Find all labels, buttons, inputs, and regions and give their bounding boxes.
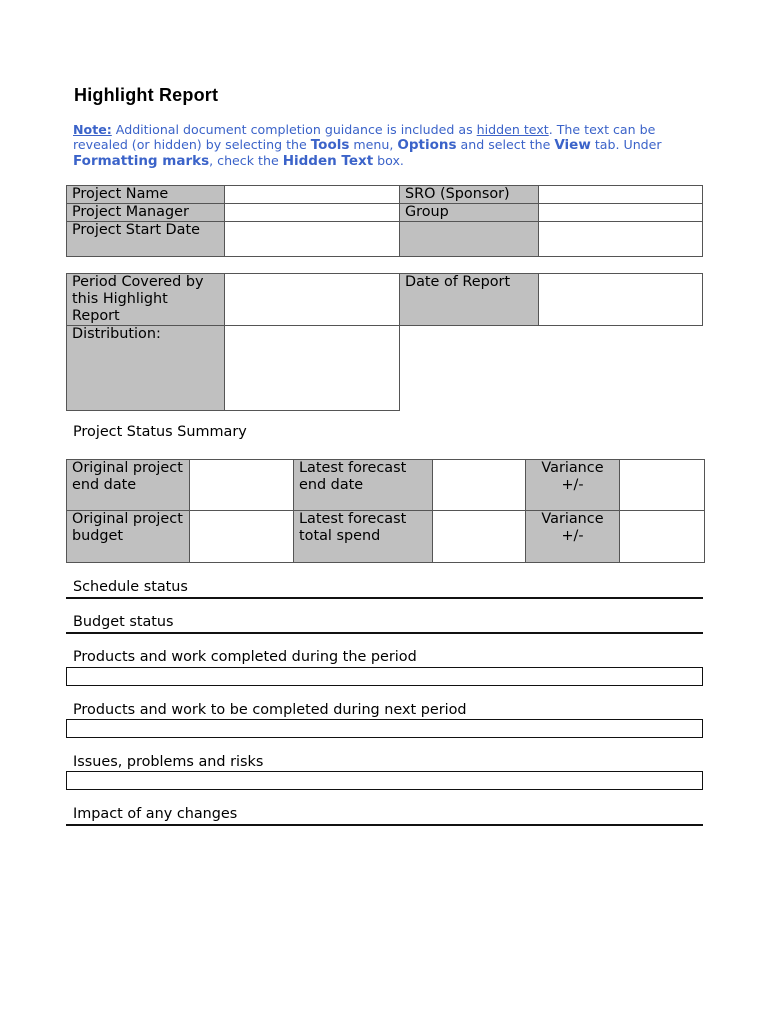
note-text: tab. Under [590, 137, 662, 153]
project-name-label: Project Name [67, 186, 225, 204]
empty-field[interactable] [539, 222, 703, 257]
impact-changes-rule [66, 824, 703, 826]
orig-budget-label: Original project budget [67, 511, 190, 563]
orig-budget-field[interactable] [190, 511, 294, 563]
note-text: , check the [209, 153, 283, 169]
view-tab-ref: View [554, 137, 591, 154]
issues-risks-heading: Issues, problems and risks [73, 754, 264, 770]
sro-label: SRO (Sponsor) [400, 186, 539, 204]
group-field[interactable] [539, 204, 703, 222]
completed-work-field[interactable] [66, 667, 703, 686]
period-table [66, 273, 703, 411]
distribution-label: Distribution: [67, 326, 225, 411]
start-date-label: Project Start Date [67, 222, 225, 257]
status-summary-heading: Project Status Summary [73, 424, 247, 440]
variance-date-label: Variance +/- [526, 460, 620, 511]
next-period-field[interactable] [66, 719, 703, 738]
project-name-field[interactable] [225, 186, 400, 204]
note-text: . The text can be revealed (or hidden) by selecting the [73, 122, 656, 153]
schedule-status-heading: Schedule status [73, 579, 188, 595]
budget-status-rule [66, 632, 703, 634]
next-period-heading: Products and work to be completed during next period [73, 702, 467, 718]
period-covered-label: Period Covered by this Highlight Report [67, 274, 225, 326]
hidden-text-ref: Hidden Text [282, 153, 374, 170]
completion-note [73, 122, 713, 170]
options-ref: Options [397, 137, 457, 154]
latest-end-date-field[interactable] [433, 460, 526, 511]
latest-spend-label: Latest forecast total spend [294, 511, 433, 563]
tools-menu-ref: Tools [310, 137, 350, 154]
project-details-table [66, 185, 703, 257]
page-title: Highlight Report [74, 85, 219, 105]
latest-spend-field[interactable] [433, 511, 526, 563]
status-summary-table [66, 459, 705, 563]
note-label: Note: [73, 122, 112, 137]
schedule-status-rule [66, 597, 703, 599]
note-text: menu, [349, 137, 398, 153]
date-of-report-label: Date of Report [400, 274, 539, 326]
project-manager-field[interactable] [225, 204, 400, 222]
orig-end-date-label: Original project end date [67, 460, 190, 511]
orig-end-date-field[interactable] [190, 460, 294, 511]
date-of-report-field[interactable] [539, 274, 703, 326]
impact-changes-heading: Impact of any changes [73, 806, 238, 822]
distribution-field[interactable] [225, 326, 400, 411]
formatting-marks-ref: Formatting marks [73, 153, 210, 170]
note-text: and select the [456, 137, 555, 153]
project-manager-label: Project Manager [67, 204, 225, 222]
group-label: Group [400, 204, 539, 222]
variance-budget-label: Variance +/- [526, 511, 620, 563]
note-text: box. [373, 153, 404, 169]
latest-end-date-label: Latest forecast end date [294, 460, 433, 511]
start-date-field[interactable] [225, 222, 400, 257]
note-text: Additional document completion guidance is included as [111, 122, 477, 137]
budget-status-heading: Budget status [73, 614, 174, 630]
sro-field[interactable] [539, 186, 703, 204]
variance-budget-field[interactable] [620, 511, 705, 563]
completed-work-heading: Products and work completed during the period [73, 649, 417, 665]
empty-grey-cell [400, 222, 539, 257]
hidden-text-link[interactable]: hidden text [476, 122, 549, 137]
variance-date-field[interactable] [620, 460, 705, 511]
period-covered-field[interactable] [225, 274, 400, 326]
issues-risks-field[interactable] [66, 771, 703, 790]
blank-area [400, 326, 703, 411]
